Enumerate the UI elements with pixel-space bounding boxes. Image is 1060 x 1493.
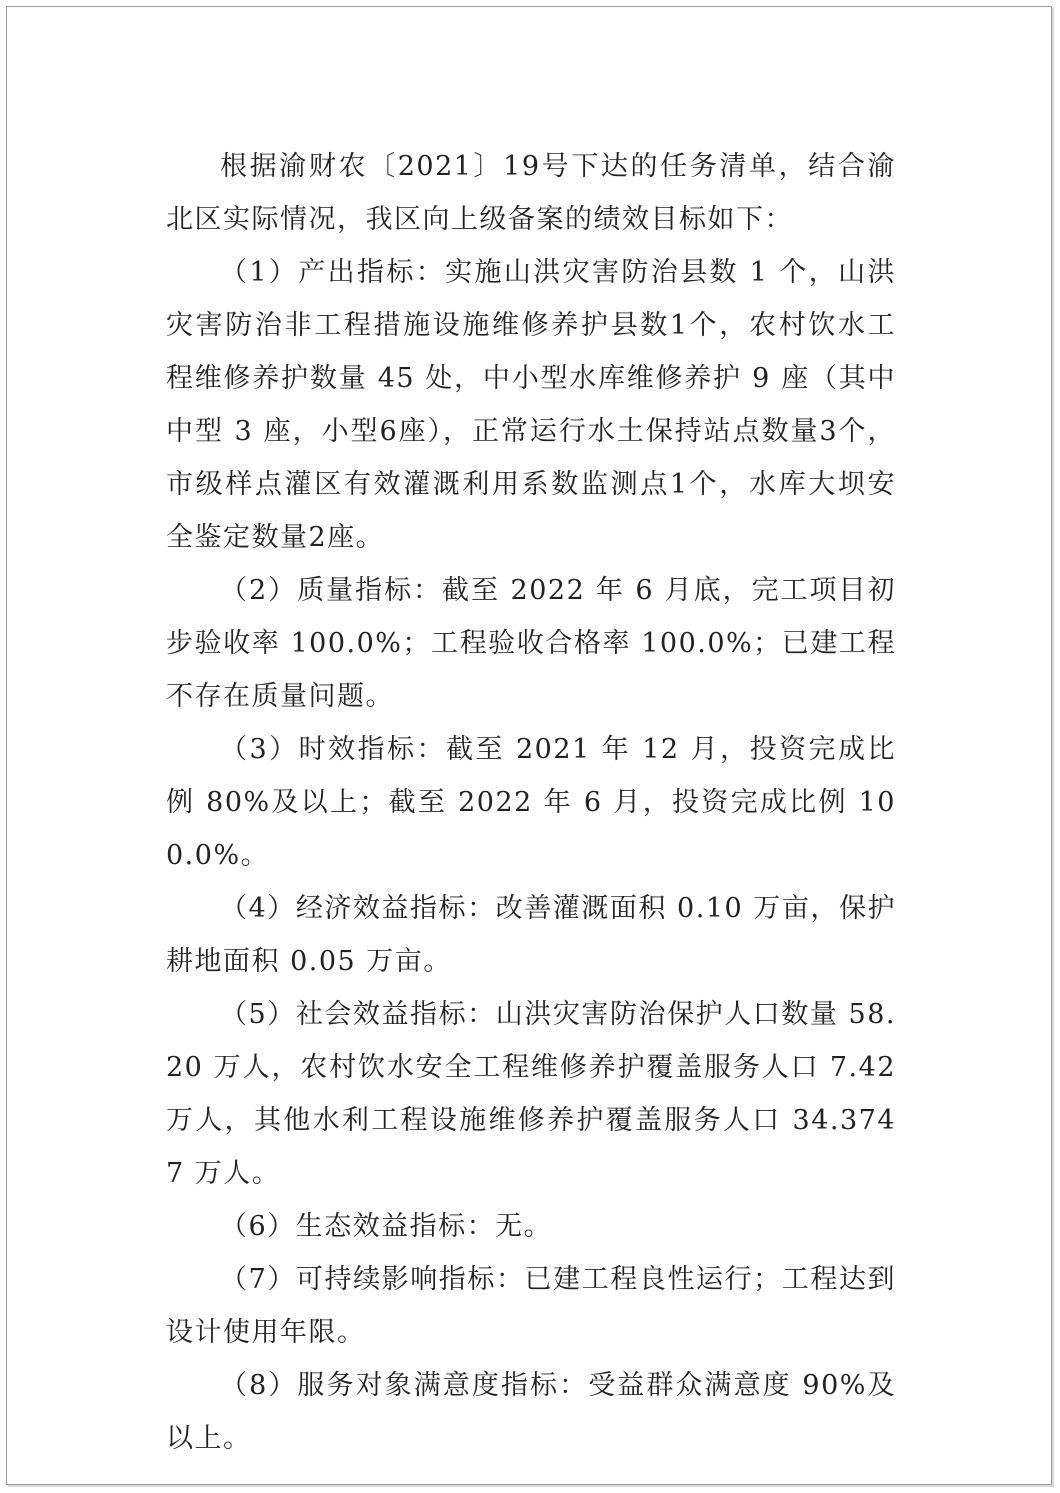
- timeliness-indicators-paragraph: （3）时效指标：截至 2021 年 12 月，投资完成比例 80%及以上；截至 2022 年 6 月，投资完成比例 100.0%。: [166, 734, 896, 871]
- quality-indicators-paragraph: （2）质量指标：截至 2022 年 6 月底，完工项目初步验收率 100.0%；工程验收合格率 100.0%；已建工程不存在质量问题。: [166, 575, 896, 712]
- intro-paragraph: 根据渝财农〔2021〕19号下达的任务清单，结合渝北区实际情况，我区向上级备案的绩效目标如下：: [166, 151, 896, 235]
- satisfaction-paragraph: （8）服务对象满意度指标：受益群众满意度 90%及以上。: [166, 1370, 896, 1454]
- economic-benefit-paragraph: （4）经济效益指标：改善灌溉面积 0.10 万亩，保护耕地面积 0.05 万亩。: [166, 893, 896, 977]
- output-indicators-paragraph: （1）产出指标：实施山洪灾害防治县数 1 个，山洪灾害防治非工程措施设施维修养护县数1个，农村饮水工程维修养护数量 45 处，中小型水库维修养护 9 座（其中中型 3 座，小型6座），正常运行水土保持站点数量3个，市级样点灌区有效灌溉利用系数监测点1个，水库大坝安全鉴定数量2座。: [166, 257, 896, 553]
- ecological-benefit-paragraph: （6）生态效益指标：无。: [220, 1211, 553, 1242]
- sustainability-paragraph: （7）可持续影响指标：已建工程良性运行；工程达到设计使用年限。: [166, 1264, 896, 1348]
- social-benefit-paragraph: （5）社会效益指标：山洪灾害防治保护人口数量 58.20 万人，农村饮水安全工程维修养护覆盖服务人口 7.42 万人，其他水利工程设施维修养护覆盖服务人口 34.3747 万人。: [166, 999, 896, 1189]
- document-body: [166, 140, 896, 1465]
